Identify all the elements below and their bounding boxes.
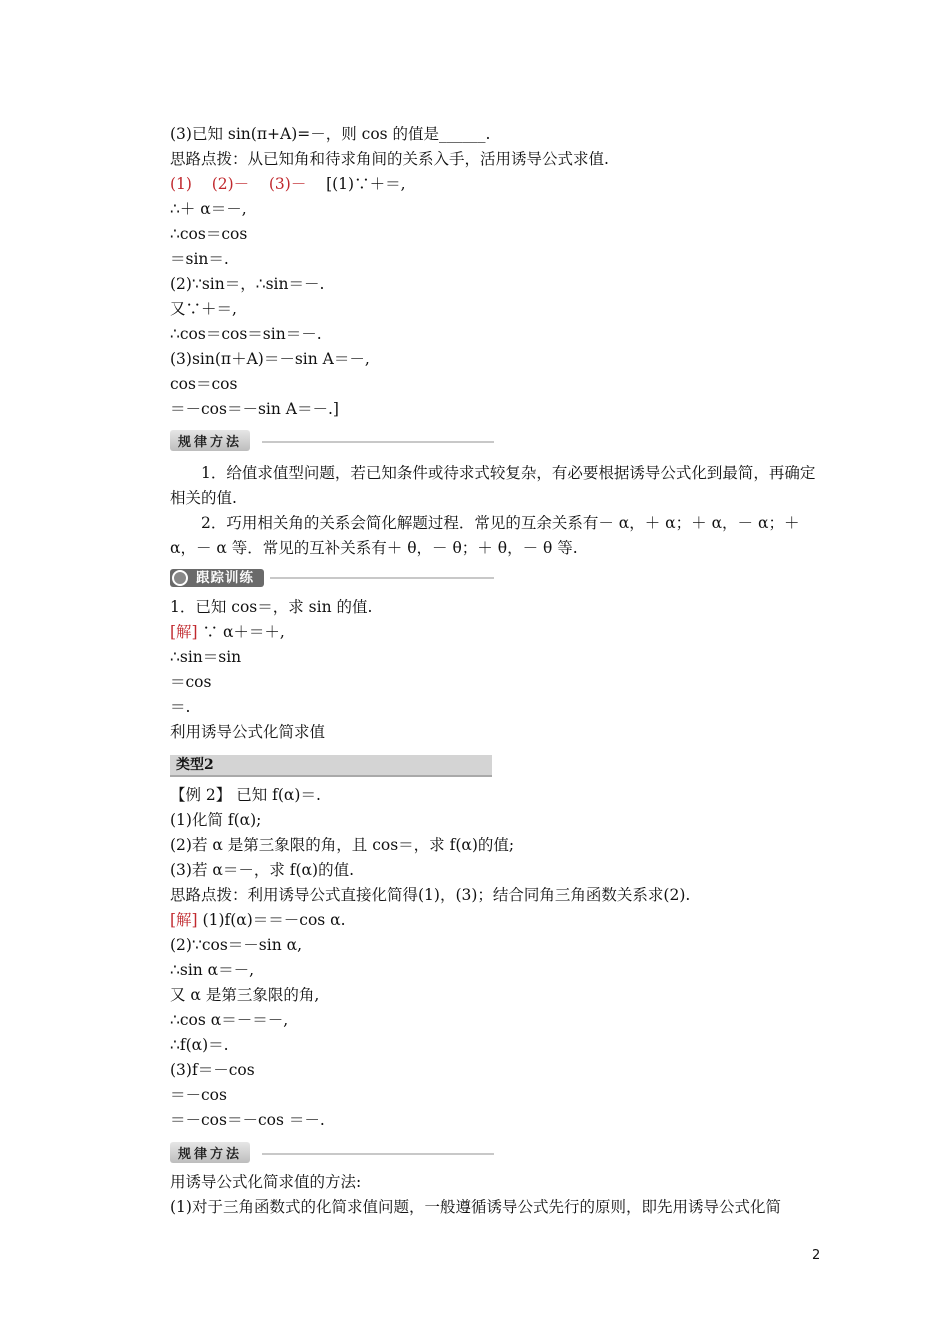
hint-text: 思路点拨：从已知角和待求角间的关系入手，活用诱导公式求值. [170,150,609,168]
solution-line: ∴＋ α＝－, [170,200,247,218]
method-paragraph-1: 1．给值求值型问题，若已知条件或待求式较复杂，有必要根据诱导公式化到最简，再确定相关的值. [170,464,816,507]
type-label: 类型2 [176,757,214,773]
answer-rest: [(1)∵＋＝, [326,175,406,193]
example-question: (2)若 α 是第三象限的角，且 cos＝，求 f(α)的值; [170,836,515,854]
answer-line [170,174,406,194]
divider [262,441,494,443]
solution-line: 又∵＋＝, [170,300,237,318]
example-question: (3)若 α＝－，求 f(α)的值. [170,861,355,879]
method-paragraph-2: 2．巧用相关角的关系会简化解题过程．常见的互余关系有－ α，＋ α；＋ α，－ α；＋ α，－ α 等．常见的互补关系有＋ θ，－ θ；＋ θ，－ θ 等. [170,514,800,557]
method-label: 规律方法 [170,430,250,451]
solution-line: ∴f(α)＝. [170,1036,229,1054]
method-paragraph-2: (1)对于三角函数式的化简求值问题，一般遵循诱导公式先行的原则，即先用诱导公式化简 [170,1198,781,1216]
question-3-text: (3)已知 sin(π+A)=－，则 cos 的值是______. [170,125,491,143]
solution-line [170,910,346,930]
divider [270,577,494,579]
answer-1: (1) [170,175,192,193]
method-banner [170,430,250,452]
track-label-box [170,569,264,587]
solution-tag: [解] [170,623,198,641]
track-banner [170,566,264,588]
solution-line: ∴sin α＝－, [170,961,255,979]
solution-line: ＝－cos [170,1086,227,1104]
answer-3: (3)－ [268,175,307,193]
solution-line: ＝. [170,698,191,716]
solution-line: 又 α 是第三象限的角, [170,986,320,1004]
hint-text: 思路点拨：利用诱导公式直接化简得(1)，(3)；结合同角三角函数关系求(2). [170,886,691,904]
solution-line: cos＝cos [170,375,238,393]
solution-tag: [解] [170,911,198,929]
solution-line: ∴cos＝cos＝sin＝－. [170,325,322,343]
solution-line: (2)∵cos＝－sin α, [170,936,302,954]
solution-text: ∵ α＋＝＋, [197,623,285,641]
solution-text: (1)f(α)＝＝－cos α. [197,911,346,929]
divider [262,1153,494,1155]
page-number: 2 [812,1248,821,1263]
exercise-question: 1．已知 cos＝，求 sin 的值. [170,598,373,616]
solution-line: (2)∵sin＝，∴sin＝－. [170,275,325,293]
solution-line: ∴cos α＝－＝－, [170,1011,289,1029]
solution-line: ∴cos＝cos [170,225,248,243]
example-heading: 【例 2】 已知 f(α)＝. [170,786,321,804]
solution-line: ＝sin＝. [170,250,229,268]
method-label: 规律方法 [170,1142,250,1163]
solution-line: ＝cos [170,673,212,691]
solution-line: ＝－cos＝－cos ＝－. [170,1111,325,1129]
solution-line [170,622,285,642]
method-banner [170,1142,250,1164]
type-banner [170,755,492,777]
target-icon [172,570,188,586]
method-paragraph-1: 用诱导公式化简求值的方法: [170,1173,362,1191]
section-title: 利用诱导公式化简求值 [170,723,326,741]
answer-2: (2)－ [211,175,250,193]
solution-line: ∴sin＝sin [170,648,242,666]
example-question: (1)化简 f(α); [170,811,262,829]
track-label: 跟踪训练 [196,570,254,586]
solution-line: ＝－cos＝－sin A＝－.] [170,400,339,418]
solution-line: (3)f＝－cos [170,1061,255,1079]
solution-line: (3)sin(π＋A)＝－sin A＝－, [170,350,370,368]
